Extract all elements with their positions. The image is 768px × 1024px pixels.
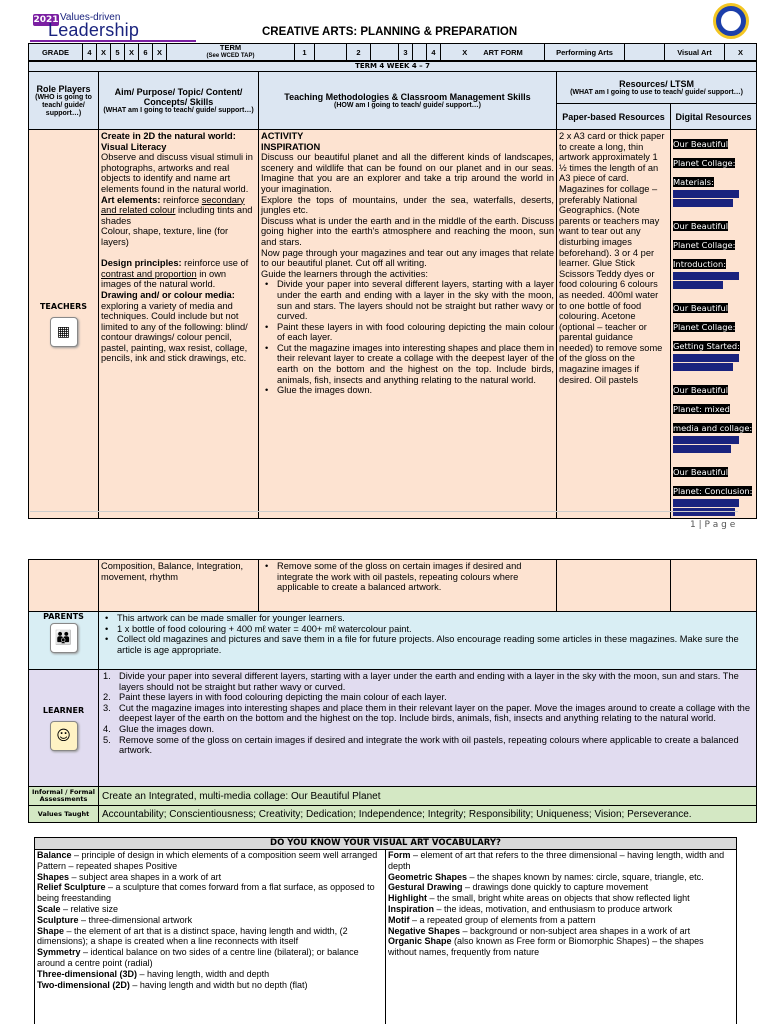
vocab-term: Form – element of art that refers to the three dimensional – having length, width and depth (388, 850, 725, 871)
vocab-term: Geometric Shapes – the shapes known by names: circle, square, triangle, etc. (388, 871, 704, 882)
method-step-2: • Paint these layers in with food colouring depicting the main colour of each layer. (261, 322, 554, 343)
parents-note-1: • This artwork can be made smaller for younger learners. (101, 613, 754, 624)
planning-table-continued (28, 559, 757, 612)
vocab-term: Inspiration – the ideas, motivation, and enthusiasm to produce artwork (388, 903, 673, 914)
grade-5-mark: X (125, 44, 139, 61)
digital-resources-header: Digital Resources (671, 104, 757, 130)
grade-5: 5 (111, 44, 125, 61)
teachers-role-cell (29, 130, 99, 519)
learner-label: LEARNER (42, 705, 85, 715)
grade-term-table (28, 43, 757, 61)
vocab-term: Sculpture – three-dimensional artwork (37, 914, 193, 925)
learner-icon: ☺ (50, 721, 78, 751)
logo-year: 2021 (33, 15, 59, 25)
vocabulary-right (386, 850, 737, 1024)
learner-step-5: 5. Remove some of the gloss on certain images if desired and integrate the work with oil pastels, repeating colours where applicable to create a balanced artwork. (103, 734, 739, 756)
parent-child-icon: 👪 (50, 623, 78, 653)
vocab-term: Highlight – the small, bright white areas on objects that show reflected light (388, 893, 690, 904)
vocab-term: Motif – a repeated group of elements from a pattern (388, 914, 596, 925)
teacher-icon: ▦ (50, 317, 78, 347)
cont-aim-cell: Composition, Balance, Integration, movement, rhythm (99, 560, 259, 612)
term-3-mark (413, 44, 427, 61)
visual-art-label: Visual Art (665, 44, 725, 61)
vocab-term: Organic Shape (also known as Free form or Biomorphic Shapes) – the shapes without names, frequently from nature (388, 936, 704, 958)
resources-header: Resources/ LTSM (WHAT am I going to use to teach/ guide/ support…) (557, 72, 757, 104)
teachers-method-cell: ACTIVITY INSPIRATION Discuss our beautiful planet and all the different kinds of landscapes, scenery and wildlife that can be found on our planet and in our seas. Imagine that you are an explorer and take a trip around the world in your imagination. Explore the tops of mountains, under the sea, waterfalls, deserts, jungles etc. Discuss what is under the earth and in the middle of the earth. Discuss going higher into the earth's atmosphere and reaching the moon, sun and stars. Now page through your magazines and tear out any images that relate to our beautiful planet. Cut off all writing. Guide the learners through the activities: • Divide your paper into several different layers, starting with a layer under the earth and ending with a layer in the sky with the moon, sun and stars. The layers should not be straight but rather wavy or curved. • Paint these layers in with food colouring depicting the main colour of each layer. • Cut the magazine images into interesting shapes and place them in their relevant layer to create a collage with the deepest layer of the earth on the bottom and the highest on the top. Include birds, animals, fish, insects and anything relating to the natural world. • Glue the images down. (259, 130, 557, 519)
quality-badge-icon (713, 3, 749, 39)
term-1-mark (315, 44, 347, 61)
vocab-term: Scale – relative size (37, 903, 119, 914)
parents-note-3: • Collect old magazines and pictures and save them in a file for future projects. Also encourage reading some articles in these magazines. Make sure the article is age appropriate. (101, 634, 754, 655)
aim-header: Aim/ Purpose/ Topic/ Content/ Concepts/ Skills (WHAT am I going to teach/ guide/ support…) (99, 72, 259, 130)
page-divider (30, 511, 738, 512)
teachers-label: TEACHERS (39, 301, 88, 311)
cont-role-cell (29, 560, 99, 612)
paper-resources-cell: 2 x A3 card or thick paper to create a long, thin artwork approximately 1 ½ times the length of an A3 piece of card. Magazines for collage – preferably National Geographics. (Note parents or teachers may want to tear out any disturbing images beforehand). 3 or 4 per learner. Glue Stick Scissors Teddy dyes or food colouring 6 colours as needed. 400ml water to one bottle of food colouring. Acetone (optional – teacher or parental guidance needed) to remove some of the gloss on the magazine images if desired. Oil pastels (557, 130, 671, 519)
planning-table (28, 61, 757, 519)
page-number: 1 | P a g e (690, 520, 736, 530)
learner-step-1: 1. Divide your paper into several different layers, starting with a layer under the earth and ending with a layer in the sky with the moon, sun and stars. The layers should not be straight but rather wavy or curved. (103, 671, 739, 692)
assessment-text: Create an Integrated, multi-media collage: Our Beautiful Planet (99, 787, 757, 806)
vocabulary-table (34, 837, 737, 1024)
term-2-mark (371, 44, 399, 61)
grade-label: GRADE (29, 44, 83, 61)
vocab-term: Gestural Drawing – drawings done quickly to capture movement (388, 882, 649, 893)
digital-link-introduction[interactable]: Our Beautiful Planet Collage: Introduction: (673, 214, 754, 289)
role-players-header: Role Players (WHO is going to teach/ guide/ support…) (29, 72, 99, 130)
grade-6: 6 (139, 44, 153, 61)
vocab-term: Negative Shapes – background or non-subject area shapes in a work of art (388, 925, 691, 936)
term-2: 2 (347, 44, 371, 61)
logo-tagline: Values-driven (60, 12, 121, 23)
vocab-term: Balance – principle of design in which elements of a composition seem well arranged Pattern – repeated shapes Positive (37, 850, 378, 871)
digital-resources-cell (671, 130, 757, 519)
performing-arts-label: Performing Arts (545, 44, 625, 61)
term-week: TERM 4 WEEK 4 – 7 (29, 62, 757, 72)
digital-link-mixed-media[interactable]: Our Beautiful Planet: mixed media and collage: (673, 378, 754, 453)
performing-arts-mark (625, 44, 665, 61)
art-form-label: X ART FORM (441, 44, 545, 61)
cont-paper-cell (557, 560, 671, 612)
term-3: 3 (399, 44, 413, 61)
vocab-term: Symmetry – identical balance on two sides of a centre line (bilateral); or balance around a centre point (radial) (37, 947, 359, 968)
vocabulary-left (35, 850, 386, 1024)
term-1: 1 (295, 44, 315, 61)
parents-notes (99, 612, 757, 670)
cont-method-cell: • Remove some of the gloss on certain images if desired and integrate the work with oil pastels, repeating colours where applicable to create a balanced artwork. (259, 560, 557, 612)
digital-link-materials[interactable]: Our Beautiful Planet Collage: Materials: (673, 132, 754, 207)
digital-link-conclusion[interactable]: Our Beautiful Planet: Conclusion: (673, 460, 754, 516)
parents-label: PARENTS (43, 612, 84, 621)
learner-role-cell (29, 670, 99, 787)
logo-wordmark: Leadership (48, 20, 140, 40)
grade-6-mark: X (153, 44, 167, 61)
vocab-term: Two-dimensional (2D) – having length and width but no depth (flat) (37, 979, 308, 990)
teachers-aim-cell: Create in 2D the natural world: Visual Literacy Observe and discuss visual stimuli in photographs, artworks and real objects to identify and name art elements found in the natural world. Art elements: reinforce secondary and related colour including tints and shades Colour, shape, texture, line (for layers) Design principles: reinforce use of contrast and proportion in own images of the natural world. Drawing and/ or colour media: exploring a variety of media and techniques. Could include but not limited to any of the following: blind/ contour drawings/ colour pencil, pastel, painting, wax resist, collage, pencils, ink and stick drawings, etc. (99, 130, 259, 519)
method-step-3: • Cut the magazine images into interesting shapes and place them in their relevant layer to create a collage with the deepest layer of the earth on the bottom and the highest on the top. Include birds, animals, fish, insects and anything relating to the natural world. (261, 343, 554, 385)
grade-4-mark: X (97, 44, 111, 61)
roles-table (28, 611, 757, 823)
visual-art-mark: X (725, 44, 757, 61)
parents-note-2: • 1 x bottle of food colouring + 400 mℓ water = 400+ mℓ watercolour paint. (101, 624, 754, 635)
parents-role-cell (29, 612, 99, 670)
learner-step-2: 2. Paint these layers in with food colouring depicting the main colour of each layer. (103, 692, 447, 703)
teaching-header: Teaching Methodologies & Classroom Management Skills (HOW am I going to teach/ guide/ support…) (259, 72, 557, 130)
grade-4: 4 (83, 44, 97, 61)
vocab-term: Relief Sculpture – a sculpture that comes forward from a flat surface, as opposed to being freestanding (37, 882, 375, 904)
method-step-1: • Divide your paper into several different layers, starting with a layer under the earth and ending with a layer in the sky with the moon, sun and stars. The layers should not be straight but rather wavy or curved. (261, 279, 554, 321)
term-4: 4 (427, 44, 441, 61)
vocab-term: Shapes – subject area shapes in a work of art (37, 871, 222, 882)
paper-resources-header: Paper-based Resources (557, 104, 671, 130)
assessment-label: Informal / Formal Assessments (29, 787, 99, 806)
learner-step-3: 3. Cut the magazine images into interesting shapes and place them in their relevant layer on the paper. Move the images around to create a collage with the deepest layer of the earth on the bottom and the highest on the top. Include birds, animals, fish, insects and anything relating to the natural world. (103, 702, 751, 724)
method-step-4: • Glue the images down. (261, 385, 554, 396)
cont-digital-cell (671, 560, 757, 612)
digital-link-getting-started[interactable]: Our Beautiful Planet Collage: Getting Started: (673, 296, 754, 371)
learner-step-4: 4. Glue the images down. (103, 723, 215, 734)
term-label: TERM (See WCED TAP) (167, 44, 295, 61)
vocab-term: Three-dimensional (3D) – having length, width and depth (37, 968, 270, 979)
term-4-mark: X (462, 47, 468, 57)
values-label: Values Taught (29, 806, 99, 823)
logo-underline (30, 40, 196, 42)
page-title: CREATIVE ARTS: PLANNING & PREPARATION (262, 26, 518, 38)
values-text: Accountability; Conscientiousness; Creativity; Dedication; Independence; Integrity; Responsibility; Uniqueness; Vision; Perseverance. (99, 806, 757, 823)
learner-steps (99, 670, 757, 787)
vocabulary-title: DO YOU KNOW YOUR VISUAL ART VOCABULARY? (35, 838, 737, 850)
vocab-term: Shape – the element of art that is a distinct space, having length and width, (2 dimensions); a shape is created when a line reconnects with itself (37, 925, 348, 947)
